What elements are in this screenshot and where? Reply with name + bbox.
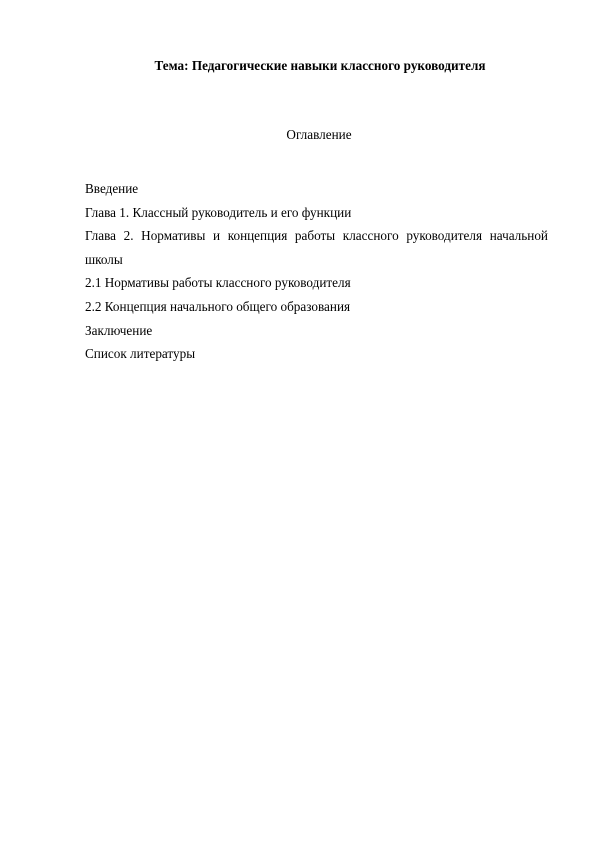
toc-item-section-2-1: 2.1 Нормативы работы классного руководителя <box>85 275 351 291</box>
toc-item-chapter-1: Глава 1. Классный руководитель и его функции <box>85 204 352 220</box>
table-of-contents <box>85 177 548 366</box>
toc-item-section-2-2: 2.2 Концепция начального общего образования <box>85 298 351 314</box>
toc-item-chapter-2: Глава 2. Нормативы и концепция работы классного руководителя начальной школы <box>85 228 548 267</box>
document-topic-title: Тема: Педагогические навыки классного руководителя <box>154 58 486 73</box>
toc-item-introduction: Введение <box>85 181 139 196</box>
toc-item-references: Список литературы <box>85 346 196 362</box>
toc-item-conclusion: Заключение <box>85 322 153 338</box>
table-of-contents-heading: Оглавление <box>286 127 352 142</box>
